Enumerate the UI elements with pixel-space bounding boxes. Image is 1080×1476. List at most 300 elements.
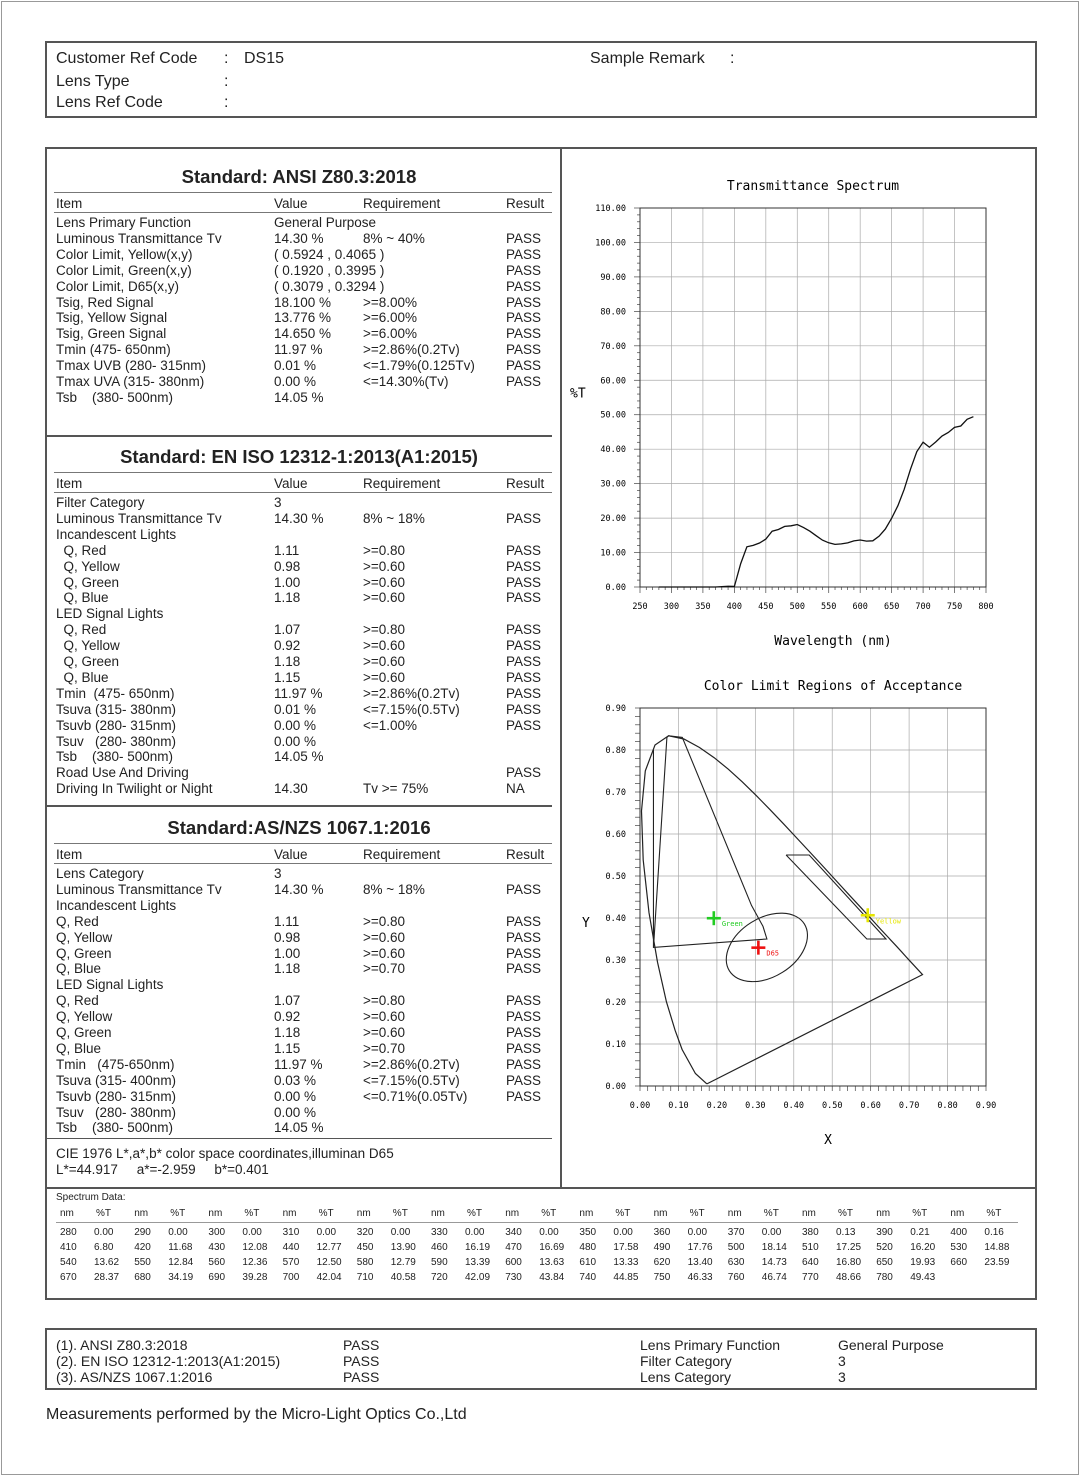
cell-requirement: <=1.00% <box>363 717 418 733</box>
cell-item: Tsb (380- 500nm) <box>56 389 174 405</box>
cell-result: PASS <box>506 374 542 389</box>
x-tick-label: 600 <box>852 602 868 612</box>
as-standard-title: Standard:AS/NZS 1067.1:2016 <box>167 817 431 838</box>
cell-item: Tsuvb (280- 315nm) <box>56 717 177 733</box>
y-tick-label: 100.00 <box>595 238 626 249</box>
table-row <box>0 390 556 406</box>
cell-item: Tmax UVB (280- 315nm) <box>56 358 207 374</box>
cell-result: PASS <box>506 310 542 326</box>
summary-item: Lens Category <box>640 1369 732 1385</box>
spectrum-t: 34.19 <box>168 1272 194 1283</box>
y-tick-label: 20.00 <box>600 514 626 525</box>
nm-header: nm <box>505 1208 520 1219</box>
t-header: %T <box>541 1208 557 1219</box>
table-row <box>0 559 556 575</box>
cell-item: Tmin (475- 650nm) <box>56 685 175 701</box>
table-row <box>0 914 556 930</box>
spectrum-nm: 660 <box>950 1257 968 1268</box>
summary-result: PASS <box>343 1369 380 1385</box>
cell-result: PASS <box>506 246 542 262</box>
cell-result: PASS <box>506 342 542 358</box>
spectrum-nm: 630 <box>727 1257 745 1268</box>
spectrum-t: 0.00 <box>242 1227 262 1238</box>
spectrum-title: Spectrum Data: <box>56 1192 126 1203</box>
cell-value: 14.05 % <box>274 389 324 405</box>
t-header: %T <box>689 1208 705 1219</box>
table-row <box>0 358 556 374</box>
y-tick-label: 40.00 <box>600 445 626 456</box>
cell-item: Tsuva (315- 400nm) <box>56 1072 177 1088</box>
cell-item: Tsuv (280- 380nm) <box>56 733 177 749</box>
spectrum-nm: 620 <box>653 1257 671 1268</box>
column-header-requirement: Requirement <box>363 476 441 491</box>
spectrum-t: 49.43 <box>910 1272 936 1283</box>
spectrum-nm: 580 <box>356 1257 374 1268</box>
spectrum-t: 0.00 <box>761 1227 782 1238</box>
spectrum-nm: 610 <box>579 1257 597 1268</box>
cell-result: PASS <box>506 558 542 574</box>
cell-result: PASS <box>506 701 542 717</box>
y-tick-label: 0.20 <box>605 998 626 1008</box>
cell-value: 0.00 % <box>274 1088 317 1104</box>
spectrum-t: 42.04 <box>316 1272 342 1283</box>
table-row <box>0 342 556 358</box>
cell-value: 0.00 % <box>274 717 317 733</box>
summary-result: PASS <box>343 1337 380 1353</box>
table-row <box>0 718 556 734</box>
cell-result: PASS <box>506 1025 542 1040</box>
spectrum-t: 28.37 <box>94 1272 120 1283</box>
spectrum-data-table <box>56 1208 1026 1293</box>
table-row <box>0 734 556 750</box>
cell-value: 1.00 <box>274 945 301 961</box>
spectrum-nm: 720 <box>431 1272 448 1283</box>
x-tick-label: 0.20 <box>706 1101 728 1111</box>
nm-header: nm <box>282 1208 297 1219</box>
x-tick-label: 800 <box>978 602 994 612</box>
cell-result: PASS <box>506 326 542 342</box>
title-underline <box>54 843 552 844</box>
cell-item: Driving In Twilight or Night <box>56 781 213 797</box>
cell-item: Q, Green <box>56 1025 112 1040</box>
spectrum-t: 0.00 <box>613 1227 633 1238</box>
table-row <box>0 882 556 898</box>
cell-item: Color Limit, Yellow(x,y) <box>56 246 193 262</box>
spectrum-t: 13.40 <box>687 1257 713 1268</box>
y-tick-label: 10.00 <box>600 548 626 559</box>
summary-value: General Purpose <box>838 1337 944 1353</box>
cell-item: Incandescent Lights <box>56 897 177 913</box>
cell-item: Tsuvb (280- 315nm) <box>56 1088 177 1104</box>
table-row <box>0 930 556 946</box>
cell-requirement: >=0.60 <box>363 574 406 590</box>
y-tick-label: 0.10 <box>605 1040 626 1050</box>
cell-value: 14.30 % <box>274 230 324 246</box>
cell-result: PASS <box>506 1088 542 1104</box>
cell-value: ( 0.1920 , 0.3995 ) <box>274 262 385 278</box>
cell-item: Tmin (475- 650nm) <box>56 342 171 358</box>
spectrum-nm: 290 <box>134 1227 151 1238</box>
x-tick-label: 0.60 <box>860 1101 881 1111</box>
x-tick-label: 500 <box>789 602 805 612</box>
y-tick-label: 60.00 <box>600 376 626 387</box>
spectrum-t: 16.19 <box>465 1242 491 1253</box>
cell-item: Q, Red <box>56 622 107 638</box>
spectrum-t: 13.39 <box>465 1257 491 1268</box>
cell-result: PASS <box>506 993 542 1009</box>
column-header-requirement: Requirement <box>363 196 441 211</box>
spectrum-nm: 520 <box>876 1242 893 1253</box>
table-row <box>0 1073 556 1089</box>
d65-region <box>714 899 820 996</box>
spectrum-t: 17.58 <box>613 1242 639 1253</box>
spectrum-t: 46.74 <box>761 1272 787 1283</box>
spectrum-t: 13.63 <box>539 1257 565 1268</box>
spectrum-t: 12.08 <box>242 1242 268 1253</box>
table-row <box>0 511 556 527</box>
header-underline <box>54 212 552 213</box>
table-row <box>0 575 556 591</box>
t-header: %T <box>392 1208 408 1219</box>
y-axis-label: %T <box>570 386 586 402</box>
cell-value: 0.01 % <box>274 358 317 374</box>
cell-item: Tsuva (315- 380nm) <box>56 701 177 717</box>
spectrum-nm: 680 <box>134 1272 151 1283</box>
cell-value: 0.01 % <box>274 701 317 717</box>
summary-value: 3 <box>838 1369 846 1385</box>
header-underline <box>54 863 552 864</box>
lens-type-label: Lens Type <box>56 73 130 90</box>
spectrum-nm: 550 <box>134 1257 151 1268</box>
spectrum-nm: 760 <box>727 1272 745 1283</box>
table-row <box>0 231 556 247</box>
plot-frame <box>640 708 986 1086</box>
section-separator <box>46 805 552 807</box>
t-header: %T <box>838 1208 853 1219</box>
t-header: %T <box>986 1208 1002 1219</box>
x-tick-label: 700 <box>915 602 931 612</box>
table-row <box>0 622 556 638</box>
spectrum-nm: 300 <box>208 1227 226 1238</box>
cell-value: ( 0.5924 , 0.4065 ) <box>274 246 385 262</box>
spectrum-nm: 540 <box>60 1257 77 1268</box>
ansi-standard-title: Standard: ANSI Z80.3:2018 <box>181 166 417 187</box>
y-tick-label: 30.00 <box>600 479 626 490</box>
spectrum-t: 13.90 <box>390 1242 416 1253</box>
cell-result: PASS <box>506 510 542 526</box>
spectrum-nm: 420 <box>134 1242 151 1253</box>
y-tick-label: 0.00 <box>605 583 626 593</box>
spectrum-t: 0.00 <box>539 1227 559 1238</box>
table-row <box>0 247 556 263</box>
cell-value: 1.18 <box>274 590 301 606</box>
spectrum-t: 42.09 <box>465 1272 491 1283</box>
cell-item: Q, Blue <box>56 590 109 606</box>
cell-item: Tmin (475-650nm) <box>56 1056 175 1072</box>
x-tick-label: 650 <box>883 602 900 612</box>
spectrum-nm: 640 <box>802 1257 819 1268</box>
spectrum-nm: 280 <box>60 1227 77 1238</box>
section-separator <box>46 1187 1036 1189</box>
spectrum-t: 0.00 <box>168 1227 188 1238</box>
table-row <box>0 898 556 914</box>
table-row <box>0 1105 556 1121</box>
cell-item: Filter Category <box>56 495 145 510</box>
cell-result: PASS <box>506 685 542 701</box>
spectrum-nm: 430 <box>208 1242 226 1253</box>
spectrum-t: 12.36 <box>242 1257 268 1268</box>
cell-requirement: >=0.70 <box>363 961 406 977</box>
table-row <box>0 702 556 718</box>
x-tick-label: 0.40 <box>783 1101 805 1111</box>
nm-header: nm <box>431 1208 445 1219</box>
footer-note: Measurements performed by the Micro-Light Optics Co.,Ltd <box>46 1406 467 1423</box>
spectrum-t: 13.62 <box>94 1257 120 1268</box>
en-standard-title: Standard: EN ISO 12312-1:2013(A1:2015) <box>120 446 478 467</box>
column-header-result: Result <box>506 847 545 862</box>
spectrum-t: 14.88 <box>984 1242 1010 1253</box>
spectrum-t: 23.59 <box>984 1257 1010 1268</box>
cell-value: 1.07 <box>274 993 301 1009</box>
cell-requirement: <=0.71%(0.05Tv) <box>363 1088 468 1104</box>
cell-requirement: <=14.30%(Tv) <box>363 374 449 389</box>
table-row <box>0 495 556 511</box>
spectrum-t: 12.77 <box>316 1242 342 1253</box>
cell-result: PASS <box>506 278 542 294</box>
cell-result: PASS <box>506 765 542 781</box>
cell-result: PASS <box>506 574 542 590</box>
spectrum-nm: 400 <box>950 1227 968 1238</box>
x-tick-label: 0.50 <box>821 1101 843 1111</box>
cell-requirement: Tv >= 75% <box>363 781 429 797</box>
nm-header: nm <box>134 1208 149 1219</box>
cell-value: 1.15 <box>274 1040 301 1056</box>
column-header-value: Value <box>274 196 308 211</box>
cell-requirement: >=0.60 <box>363 654 406 669</box>
x-tick-label: 0.80 <box>937 1101 958 1111</box>
table-row <box>0 946 556 962</box>
spectrum-t: 14.73 <box>761 1257 787 1268</box>
cell-requirement: >=0.60 <box>363 1025 406 1040</box>
x-tick-label: 0.00 <box>629 1101 651 1111</box>
cell-result: PASS <box>506 262 542 278</box>
t-header: %T <box>244 1208 260 1219</box>
nm-header: nm <box>579 1208 594 1219</box>
table-row <box>0 1120 556 1136</box>
x-tick-label: 0.10 <box>668 1101 689 1111</box>
spectrum-nm: 440 <box>282 1242 300 1253</box>
cell-item: Luminous Transmittance Tv <box>56 510 222 526</box>
customer-ref-value: DS15 <box>244 50 285 67</box>
cell-item: Q, Green <box>56 654 120 669</box>
spectrum-nm: 730 <box>505 1272 522 1283</box>
cell-value: 3 <box>274 495 282 510</box>
cell-value: 0.98 <box>274 558 301 574</box>
y-tick-label: 0.40 <box>605 914 626 924</box>
nm-header: nm <box>950 1208 965 1219</box>
table-row <box>0 527 556 543</box>
cell-value: 14.30 % <box>274 510 324 526</box>
spectrum-nm: 600 <box>505 1257 522 1268</box>
cell-item: Luminous Transmittance Tv <box>56 881 222 897</box>
title-underline <box>54 472 552 473</box>
cell-item: Q, Yellow <box>56 929 113 945</box>
cell-requirement: >=2.86%(0.2Tv) <box>363 342 460 358</box>
cell-item: Tsig, Yellow Signal <box>56 310 168 326</box>
cell-requirement: >=0.60 <box>363 638 406 654</box>
cell-value: 1.18 <box>274 1025 301 1040</box>
cell-item: Road Use And Driving <box>56 765 189 781</box>
y-tick-label: 0.30 <box>605 956 626 966</box>
lens-ref-label: Lens Ref Code <box>56 94 163 111</box>
cell-value: 14.650 % <box>274 326 332 342</box>
cell-requirement: >=2.86%(0.2Tv) <box>363 1056 460 1072</box>
y-tick-label: 0.50 <box>605 872 626 882</box>
spectrum-t: 46.33 <box>687 1272 713 1283</box>
spectrum-t: 0.00 <box>316 1227 337 1238</box>
table-row <box>0 654 556 670</box>
spectrum-t: 0.13 <box>836 1227 856 1238</box>
cell-requirement: <=7.15%(0.5Tv) <box>363 701 460 717</box>
cell-value: 0.00 % <box>274 1104 317 1120</box>
table-row <box>0 326 556 342</box>
cell-item: Q, Red <box>56 913 99 929</box>
y-tick-label: 0.70 <box>605 788 626 798</box>
cell-item: LED Signal Lights <box>56 606 164 622</box>
x-axis-label: X <box>824 1133 832 1148</box>
cell-value: 1.11 <box>274 913 300 929</box>
cell-item: Lens Primary Function <box>56 215 192 230</box>
cell-requirement: >=0.60 <box>363 558 406 574</box>
spectrum-t: 11.68 <box>168 1242 193 1253</box>
cell-result: PASS <box>506 945 542 961</box>
cell-requirement: >=6.00% <box>363 310 418 326</box>
spectrum-t: 12.84 <box>168 1257 194 1268</box>
cell-value: 0.00 % <box>274 374 317 389</box>
t-header: %T <box>170 1208 186 1219</box>
y-tick-label: 90.00 <box>600 272 626 283</box>
cell-requirement: <=1.79%(0.125Tv) <box>363 358 475 374</box>
customer-ref-label: Customer Ref Code <box>56 50 198 67</box>
nm-header: nm <box>653 1208 668 1219</box>
spectrum-nm: 310 <box>282 1227 300 1238</box>
transmittance-spectrum-chart <box>566 170 1032 660</box>
cell-item: Lens Category <box>56 866 144 881</box>
table-row <box>0 279 556 295</box>
spectrum-nm: 740 <box>579 1272 597 1283</box>
chart-title: Transmittance Spectrum <box>726 179 900 194</box>
cell-result: PASS <box>506 542 542 558</box>
cell-result: PASS <box>506 881 542 897</box>
x-axis-label: Wavelength (nm) <box>774 634 892 649</box>
cell-value: 14.30 % <box>274 881 324 897</box>
spectrum-t: 16.20 <box>910 1242 936 1253</box>
table-row <box>0 215 556 231</box>
summary-value: 3 <box>838 1353 846 1369</box>
t-header: %T <box>96 1208 111 1219</box>
cell-result: PASS <box>506 358 542 374</box>
header-underline <box>54 492 552 493</box>
cell-value: 1.07 <box>274 622 301 638</box>
summary-standard: (1). ANSI Z80.3:2018 <box>56 1337 188 1353</box>
cell-value: 0.92 <box>274 638 301 654</box>
cell-result: PASS <box>506 622 542 638</box>
spectrum-nm: 410 <box>60 1242 77 1253</box>
y-tick-label: 50.00 <box>600 410 626 421</box>
cell-result: PASS <box>506 929 542 945</box>
cell-item: Tsuv (280- 380nm) <box>56 1104 177 1120</box>
cell-requirement: >=0.80 <box>363 542 406 558</box>
cell-requirement: >=0.60 <box>363 929 406 945</box>
summary-item: Filter Category <box>640 1353 732 1369</box>
cell-value: 1.18 <box>274 961 301 977</box>
spectrum-nm: 490 <box>653 1242 671 1253</box>
cell-value: 13.776 % <box>274 310 332 326</box>
cell-result: PASS <box>506 913 542 929</box>
cell-value: 0.03 % <box>274 1072 317 1088</box>
section-separator <box>46 435 552 437</box>
spectrum-t: 12.50 <box>316 1257 342 1268</box>
cell-item: Tsig, Green Signal <box>56 326 167 342</box>
cell-value: 1.11 <box>274 542 300 558</box>
x-tick-label: 0.90 <box>975 1101 997 1111</box>
column-header-result: Result <box>506 476 545 491</box>
cell-value: 11.97 % <box>274 685 323 701</box>
spectrum-t: 12.79 <box>390 1257 416 1268</box>
spectrum-nm: 590 <box>431 1257 448 1268</box>
column-header-requirement: Requirement <box>363 847 441 862</box>
cell-value: 14.05 % <box>274 749 324 765</box>
column-header-item: Item <box>56 196 83 211</box>
spectrum-nm: 750 <box>653 1272 671 1283</box>
table-row <box>0 977 556 993</box>
spectrum-t: 16.69 <box>539 1242 565 1253</box>
cell-value: General Purpose <box>274 215 377 230</box>
cell-item: Tsig, Red Signal <box>56 294 154 310</box>
cell-value: ( 0.3079 , 0.3294 ) <box>274 278 385 294</box>
spectrum-nm: 380 <box>802 1227 819 1238</box>
cell-requirement: >=8.00% <box>363 294 418 310</box>
x-tick-label: 350 <box>695 602 711 612</box>
cell-requirement: >=0.80 <box>363 993 406 1009</box>
spectrum-t: 0.00 <box>390 1227 411 1238</box>
t-header: %T <box>615 1208 631 1219</box>
summary-standard: (3). AS/NZS 1067.1:2016 <box>56 1369 213 1385</box>
cell-requirement: >=0.80 <box>363 622 406 638</box>
spectrum-nm: 650 <box>876 1257 893 1268</box>
point-label-yellow: Yellow <box>875 917 902 926</box>
spectrum-nm: 510 <box>802 1242 819 1253</box>
summary-standard: (2). EN ISO 12312-1:2013(A1:2015) <box>56 1353 281 1369</box>
spectral-locus <box>642 736 923 1084</box>
cell-result: PASS <box>506 654 542 669</box>
cell-item: Q, Blue <box>56 961 102 977</box>
cie-line-1: CIE 1976 L*,a*,b* color space coordinates,illuminan D65 <box>56 1146 394 1161</box>
table-row <box>0 670 556 686</box>
colon: : <box>730 50 735 67</box>
cell-item: LED Signal Lights <box>56 977 164 993</box>
spectrum-nm: 780 <box>876 1272 893 1283</box>
spectrum-t: 43.84 <box>539 1272 565 1283</box>
cell-item: Q, Yellow <box>56 558 120 574</box>
y-axis-label: Y <box>582 916 590 931</box>
spectrum-nm: 390 <box>876 1227 893 1238</box>
spectrum-t: 16.80 <box>836 1257 862 1268</box>
cell-result: PASS <box>506 1056 542 1072</box>
table-row <box>0 961 556 977</box>
x-tick-label: 300 <box>663 602 680 612</box>
spectrum-t: 0.21 <box>910 1227 930 1238</box>
